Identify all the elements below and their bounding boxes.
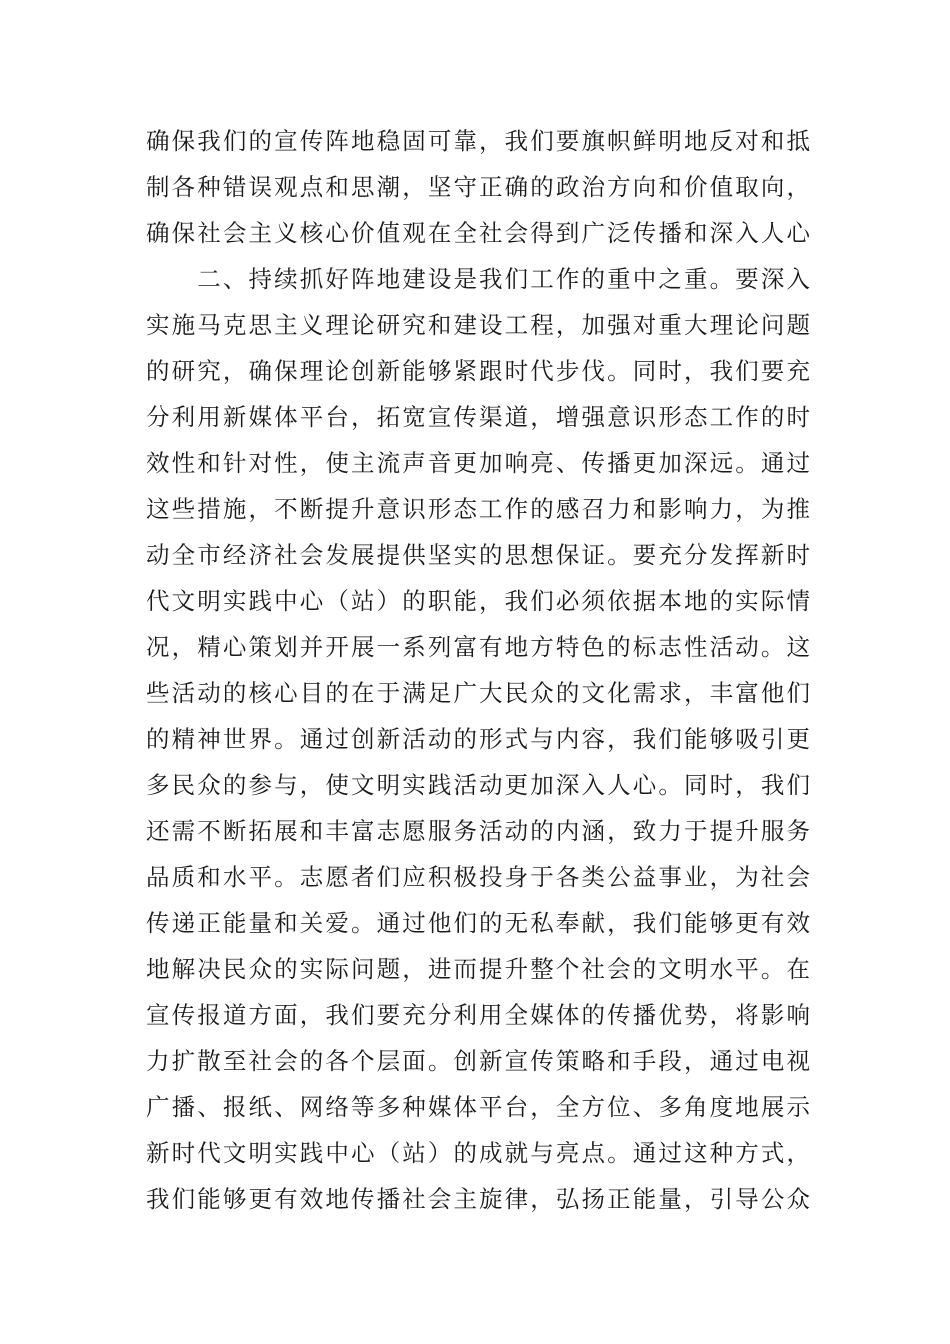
text-line: 传递正能量和关爱。通过他们的无私奉献，我们能够更有效: [146, 909, 810, 937]
text-line: 效性和针对性，使主流声音更加响亮、传播更加深远。通过: [146, 449, 810, 477]
text-line: 况，精心策划并开展一系列富有地方特色的标志性活动。这: [146, 633, 810, 661]
body-text: [146, 118, 810, 1222]
text-line: 分利用新媒体平台，拓宽宣传渠道，增强意识形态工作的时: [146, 403, 810, 431]
text-line: 新时代文明实践中心（站）的成就与亮点。通过这种方式，: [146, 1139, 810, 1167]
text-line: 多民众的参与，使文明实践活动更加深入人心。同时，我们: [146, 771, 810, 799]
text-line: 我们能够更有效地传播社会主旋律，弘扬正能量，引导公众: [146, 1185, 810, 1213]
text-line: 宣传报道方面，我们要充分利用全媒体的传播优势，将影响: [146, 1001, 810, 1029]
text-line: 动全市经济社会发展提供坚实的思想保证。要充分发挥新时: [146, 541, 810, 569]
text-line: 制各种错误观点和思潮，坚守正确的政治方向和价值取向，: [146, 173, 810, 201]
text-line: 些活动的核心目的在于满足广大民众的文化需求，丰富他们: [146, 679, 810, 707]
text-line: 的研究，确保理论创新能够紧跟时代步伐。同时，我们要充: [146, 357, 810, 385]
text-line: 确保我们的宣传阵地稳固可靠，我们要旗帜鲜明地反对和抵: [146, 127, 810, 155]
text-line: 代文明实践中心（站）的职能，我们必须依据本地的实际情: [146, 587, 810, 615]
text-line: 地解决民众的实际问题，进而提升整个社会的文明水平。在: [146, 955, 810, 983]
text-line: 的精神世界。通过创新活动的形式与内容，我们能够吸引更: [146, 725, 810, 753]
text-line: 确保社会主义核心价值观在全社会得到广泛传播和深入人心: [146, 219, 810, 247]
text-line: 品质和水平。志愿者们应积极投身于各类公益事业，为社会: [146, 863, 810, 891]
text-line: 广播、报纸、网络等多种媒体平台，全方位、多角度地展示: [146, 1093, 810, 1121]
text-line: 这些措施，不断提升意识形态工作的感召力和影响力，为推: [146, 495, 810, 523]
text-line: 实施马克思主义理论研究和建设工程，加强对重大理论问题: [146, 311, 810, 339]
text-line: 二、持续抓好阵地建设是我们工作的重中之重。要深入: [146, 265, 810, 293]
text-line: 还需不断拓展和丰富志愿服务活动的内涵，致力于提升服务: [146, 817, 810, 845]
text-line: 力扩散至社会的各个层面。创新宣传策略和手段，通过电视: [146, 1047, 810, 1075]
